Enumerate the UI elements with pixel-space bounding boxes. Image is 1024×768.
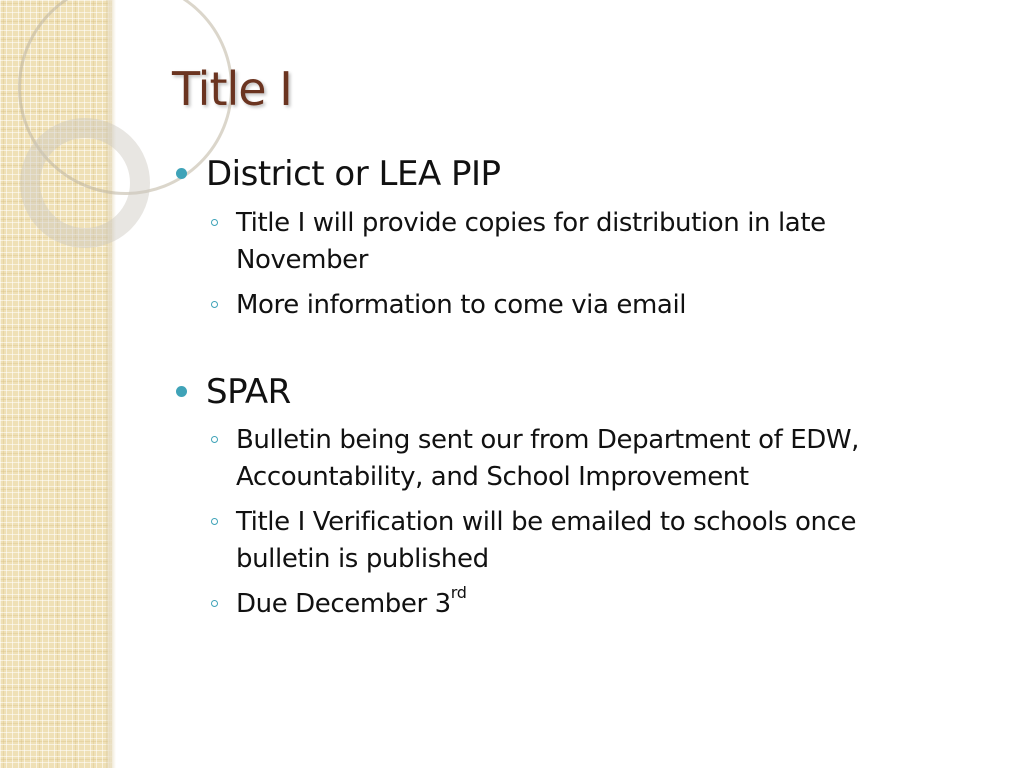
sub-bullet [172,287,952,324]
sub-bullet [172,205,916,279]
bullet-ring-icon [211,600,218,607]
decorative-ring-small [20,118,150,248]
bullet-ring-icon [211,436,218,443]
bullet-ring-icon [211,219,218,226]
sub-bullet-text: More information to come via email [236,290,687,320]
bullet-ring-icon [211,301,218,308]
bullet-dot-icon [176,168,187,179]
slide-content [172,152,952,623]
sub-bullet [172,422,916,496]
bullet-dot-icon [176,386,187,397]
sub-bullet [172,504,956,578]
bullet-district-pip [172,152,952,196]
bullet-heading: District or LEA PIP [206,154,501,194]
sub-bullet-text: Title I will provide copies for distribution in late November [236,208,826,275]
sub-bullet-text: Bulletin being sent our from Department of EDW, Accountability, and School Improvement [236,425,860,492]
bullet-ring-icon [211,518,218,525]
slide-title: Title I [172,62,292,116]
sub-bullet-text: Title I Verification will be emailed to schools once bulletin is published [236,507,857,574]
bullet-spar [172,370,952,414]
bullet-heading: SPAR [206,372,291,412]
due-date-text: Due December 3 [236,589,451,619]
sub-bullet-due-date [172,583,952,623]
due-date-suffix: rd [450,583,467,603]
